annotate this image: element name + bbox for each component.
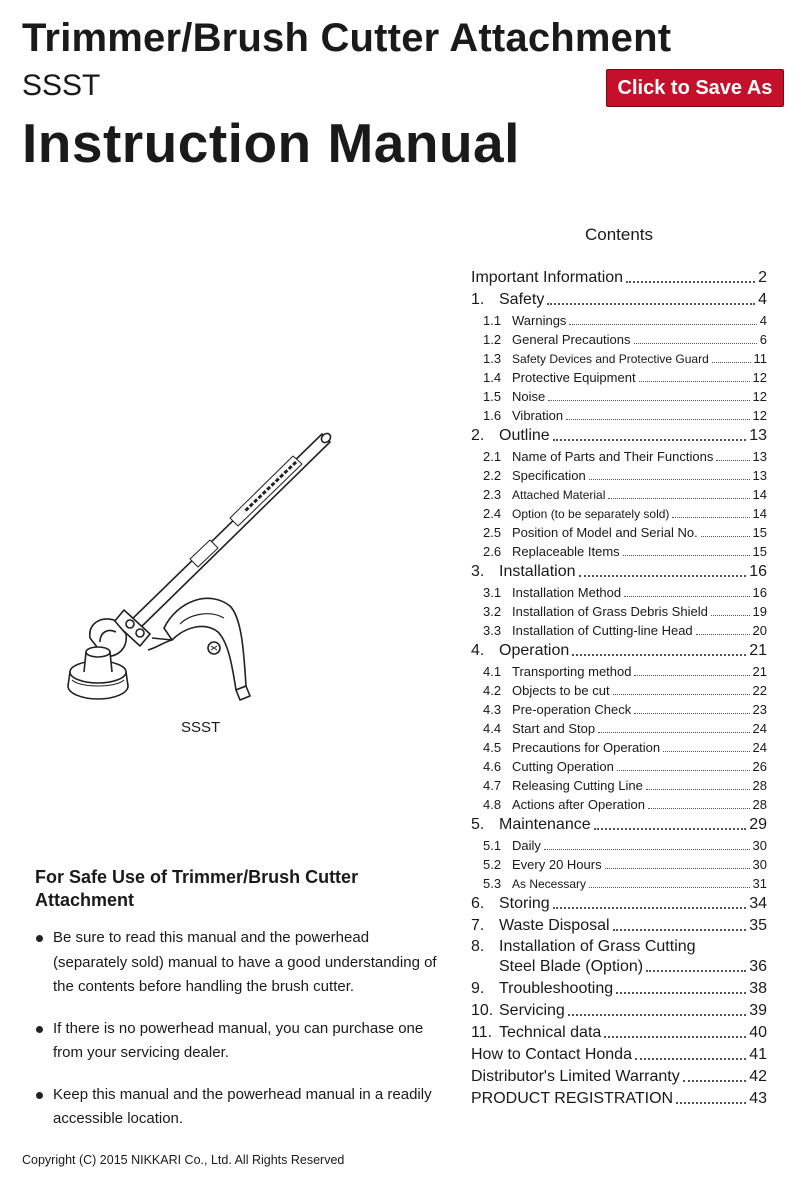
toc-title: Operation — [499, 642, 570, 659]
leader-dots — [701, 536, 750, 537]
toc-number: 4.4 — [483, 721, 502, 736]
toc-entry-storing[interactable] — [471, 893, 767, 915]
toc-entry-waste-disposal[interactable] — [471, 915, 767, 937]
toc-title: Distributor's Limited Warranty — [471, 1068, 680, 1085]
toc-title: Installation Method — [512, 585, 622, 600]
leader-dots — [605, 868, 750, 869]
toc-page: 23 — [752, 702, 767, 717]
toc-title: Waste Disposal — [499, 917, 610, 934]
toc-subentry[interactable] — [471, 757, 767, 776]
toc-page: 14 — [752, 506, 767, 521]
toc-entry-troubleshooting[interactable] — [471, 978, 767, 1000]
toc-number: 3.2 — [483, 604, 502, 619]
toc-page: 12 — [752, 389, 767, 404]
toc-number: 5.1 — [483, 838, 502, 853]
toc-entry-safety[interactable] — [471, 289, 767, 311]
toc-title: Servicing — [499, 1002, 565, 1019]
toc-number: 2.5 — [483, 525, 502, 540]
toc-title: Specification — [512, 468, 586, 483]
toc-page: 39 — [749, 1002, 767, 1019]
toc-title: As Necessary — [512, 877, 587, 891]
toc-subentry[interactable] — [471, 700, 767, 719]
toc-page: 15 — [752, 525, 767, 540]
toc-page: 13 — [752, 449, 767, 464]
toc-number: 1.5 — [483, 389, 502, 404]
leader-dots — [544, 849, 750, 850]
toc-page: 13 — [752, 468, 767, 483]
toc-title: Replaceable Items — [512, 544, 620, 559]
toc-title: Safety — [499, 291, 545, 308]
toc-subentry[interactable] — [471, 583, 767, 602]
toc-title: Precautions for Operation — [512, 740, 661, 755]
toc-subentry[interactable] — [471, 447, 767, 466]
toc-title: Noise — [512, 389, 546, 404]
toc-page: 6 — [759, 332, 767, 347]
toc-number: 5.3 — [483, 876, 502, 891]
leader-dots — [634, 675, 749, 676]
toc-title: Safety Devices and Protective Guard — [512, 352, 709, 366]
toc-number: 1. — [471, 291, 485, 308]
leader-dots — [569, 324, 756, 325]
toc-entry-limited-warranty[interactable] — [471, 1066, 767, 1088]
leader-dots — [589, 887, 750, 888]
toc-page: 15 — [752, 544, 767, 559]
toc-title-line2 — [471, 956, 767, 978]
toc-title: Every 20 Hours — [512, 857, 602, 872]
leader-dots — [553, 439, 747, 441]
toc-entry-product-registration[interactable] — [471, 1088, 767, 1110]
manual-title: Instruction Manual — [22, 112, 520, 174]
toc-subentry[interactable] — [471, 504, 767, 523]
toc-page: 22 — [752, 683, 767, 698]
toc-number: 2.2 — [483, 468, 502, 483]
toc-page: 28 — [752, 778, 767, 793]
toc-subentry[interactable] — [471, 485, 767, 504]
toc-subentry[interactable] — [471, 855, 767, 874]
toc-number: 1.3 — [483, 351, 502, 366]
grass-debris-shield — [164, 598, 246, 690]
toc-page: 24 — [752, 740, 767, 755]
leader-dots — [568, 1014, 746, 1016]
toc-number: 4.2 — [483, 683, 502, 698]
toc-number: 9. — [471, 980, 485, 997]
leader-dots — [616, 992, 746, 994]
leader-dots — [672, 517, 749, 518]
trimmer-attachment-illustration — [60, 428, 360, 708]
toc-number: 1.6 — [483, 408, 502, 423]
list-item: If there is no powerhead manual, you can purchase one from your servicing dealer. — [35, 1017, 440, 1066]
toc-number: 4.7 — [483, 778, 502, 793]
toc-subentry[interactable] — [471, 662, 767, 681]
toc-title: Cutting Operation — [512, 759, 614, 774]
toc-subentry[interactable] — [471, 406, 767, 425]
toc-number: 6. — [471, 895, 485, 912]
toc-subentry[interactable] — [471, 681, 767, 700]
toc-page: 21 — [752, 664, 767, 679]
toc-page: 13 — [749, 427, 767, 444]
model-name: SSST — [22, 69, 101, 102]
toc-page: 2 — [758, 269, 767, 286]
toc-entry-important-information[interactable] — [471, 267, 767, 289]
toc-subentry[interactable] — [471, 542, 767, 561]
toc-number: 2.6 — [483, 544, 502, 559]
leader-dots — [626, 281, 755, 283]
toc-title: Vibration — [512, 408, 564, 423]
toc-entry-maintenance[interactable] — [471, 814, 767, 836]
list-item: Keep this manual and the powerhead manual in a readily accessible location. — [35, 1083, 440, 1132]
toc-title: Important Information — [471, 269, 624, 286]
copyright-notice: Copyright (C) 2015 NIKKARI Co., Ltd. All Rights Reserved — [22, 1153, 345, 1167]
toc-subentry[interactable] — [471, 621, 767, 640]
figure-caption: SSST — [181, 719, 221, 736]
toc-title: Steel Blade (Option) — [499, 958, 644, 975]
toc-title-line1 — [471, 937, 767, 956]
toc-page: 43 — [749, 1090, 767, 1107]
toc-number: 1.1 — [483, 313, 502, 328]
toc-number: 4.3 — [483, 702, 502, 717]
toc-subentry[interactable] — [471, 387, 767, 406]
list-item: Be sure to read this manual and the powerhead (separately sold) manual to have a good understanding of the contents before handling the brush cutter. — [35, 926, 440, 1000]
leader-dots — [711, 615, 750, 616]
leader-dots — [712, 362, 751, 363]
toc-number: 3. — [471, 563, 485, 580]
toc-entry-installation-of-steel-blade[interactable] — [471, 937, 767, 978]
document-title: Trimmer/Brush Cutter Attachment — [22, 16, 672, 60]
toc-subentry[interactable] — [471, 368, 767, 387]
toc-subentry[interactable] — [471, 311, 767, 330]
toc-title: Troubleshooting — [499, 980, 614, 997]
safe-use-heading-line2: Attachment — [35, 890, 135, 910]
toc-title: Protective Equipment — [512, 370, 636, 385]
leader-dots — [608, 498, 749, 499]
leader-dots — [613, 694, 750, 695]
leader-dots — [613, 929, 747, 931]
leader-dots — [624, 596, 749, 597]
leader-dots — [648, 808, 750, 809]
leader-dots — [572, 654, 746, 656]
toc-page: 38 — [749, 980, 767, 997]
toc-number: 10. — [471, 1002, 494, 1019]
leader-dots — [566, 419, 749, 420]
toc-number: 2.3 — [483, 487, 502, 502]
toc-subentry[interactable] — [471, 795, 767, 814]
leader-dots — [635, 1058, 746, 1060]
toc-title: Option (to be separately sold) — [512, 507, 670, 521]
toc-page: 12 — [752, 408, 767, 423]
toc-number: 8. — [471, 938, 485, 955]
toc-title: Maintenance — [499, 816, 591, 833]
toc-page: 24 — [752, 721, 767, 736]
safe-use-list — [35, 926, 440, 1132]
leader-dots — [589, 479, 750, 480]
toc-title: Releasing Cutting Line — [512, 778, 643, 793]
toc-title: General Precautions — [512, 332, 631, 347]
toc-number: 3.1 — [483, 585, 502, 600]
toc-subentry[interactable] — [471, 466, 767, 485]
toc-subentry[interactable] — [471, 874, 767, 893]
toc-subentry[interactable] — [471, 330, 767, 349]
toc-title: Start and Stop — [512, 721, 596, 736]
toc-page: 41 — [749, 1046, 767, 1063]
toc-entry-installation[interactable] — [471, 561, 767, 583]
toc-page: 34 — [749, 895, 767, 912]
toc-title: Technical data — [499, 1024, 602, 1041]
toc-page: 29 — [749, 816, 767, 833]
toc-number: 4.8 — [483, 797, 502, 812]
leader-dots — [598, 732, 749, 733]
toc-title: Installation of Grass Cutting — [499, 938, 696, 955]
toc-page: 40 — [749, 1024, 767, 1041]
toc-number: 5.2 — [483, 857, 502, 872]
save-as-button[interactable]: Click to Save As — [606, 69, 784, 107]
leader-dots — [634, 343, 757, 344]
toc-subentry[interactable] — [471, 738, 767, 757]
toc-subentry[interactable] — [471, 719, 767, 738]
toc-page: 28 — [752, 797, 767, 812]
toc-subentry[interactable] — [471, 349, 767, 368]
toc-entry-outline[interactable] — [471, 425, 767, 447]
toc-page: 4 — [758, 291, 767, 308]
toc-page: 36 — [749, 958, 767, 975]
leader-dots — [639, 381, 750, 382]
leader-dots — [646, 970, 746, 972]
toc-page: 16 — [749, 563, 767, 580]
safe-use-section — [35, 866, 440, 1149]
toc-number: 11. — [471, 1024, 493, 1041]
toc-page: 35 — [749, 917, 767, 934]
leader-dots — [579, 575, 747, 577]
leader-dots — [553, 907, 747, 909]
toc-number: 2.4 — [483, 506, 502, 521]
leader-dots — [676, 1102, 746, 1104]
toc-title: Objects to be cut — [512, 683, 610, 698]
toc-page: 20 — [752, 623, 767, 638]
toc-page: 42 — [749, 1068, 767, 1085]
toc-page: 16 — [752, 585, 767, 600]
toc-title: Pre-operation Check — [512, 702, 632, 717]
toc-page: 11 — [753, 351, 767, 366]
leader-dots — [634, 713, 749, 714]
toc-entry-contact-honda[interactable] — [471, 1044, 767, 1066]
table-of-contents — [471, 224, 767, 1110]
toc-page: 14 — [752, 487, 767, 502]
toc-title: Name of Parts and Their Functions — [512, 449, 714, 464]
toc-number: 4.6 — [483, 759, 502, 774]
toc-page: 31 — [752, 876, 767, 891]
toc-subentry[interactable] — [471, 523, 767, 542]
toc-number: 7. — [471, 917, 485, 934]
toc-heading: Contents — [584, 225, 654, 244]
leader-dots — [547, 303, 755, 305]
toc-title: Outline — [499, 427, 550, 444]
leader-dots — [646, 789, 750, 790]
leader-dots — [548, 400, 749, 401]
toc-page: 26 — [752, 759, 767, 774]
toc-number: 5. — [471, 816, 485, 833]
leader-dots — [617, 770, 750, 771]
toc-number: 1.4 — [483, 370, 502, 385]
toc-title: Attached Material — [512, 488, 606, 502]
toc-title: Storing — [499, 895, 550, 912]
toc-number: 2.1 — [483, 449, 502, 464]
toc-title: PRODUCT REGISTRATION — [471, 1090, 674, 1107]
toc-title: Warnings — [512, 313, 567, 328]
leader-dots — [604, 1036, 746, 1038]
toc-number: 4. — [471, 642, 485, 659]
toc-number: 4.1 — [483, 664, 502, 679]
toc-title: How to Contact Honda — [471, 1046, 632, 1063]
leader-dots — [594, 828, 747, 830]
leader-dots — [716, 460, 749, 461]
toc-subentry[interactable] — [471, 836, 767, 855]
toc-page: 30 — [752, 857, 767, 872]
toc-entry-operation[interactable] — [471, 640, 767, 662]
safe-use-heading — [35, 866, 440, 912]
safe-use-heading-line1: For Safe Use of Trimmer/Brush Cutter — [35, 867, 359, 887]
toc-page: 12 — [752, 370, 767, 385]
toc-subentry[interactable] — [471, 776, 767, 795]
toc-number: 2. — [471, 427, 485, 444]
leader-dots — [623, 555, 750, 556]
toc-number: 3.3 — [483, 623, 502, 638]
toc-title: Actions after Operation — [512, 797, 645, 812]
toc-title: Installation — [499, 563, 576, 580]
leader-dots — [683, 1080, 746, 1082]
toc-subentry[interactable] — [471, 602, 767, 621]
toc-page: 19 — [752, 604, 767, 619]
toc-page: 30 — [752, 838, 767, 853]
toc-title: Installation of Cutting-line Head — [512, 623, 693, 638]
toc-entry-servicing[interactable] — [471, 1000, 767, 1022]
leader-dots — [696, 634, 750, 635]
toc-number: 1.2 — [483, 332, 502, 347]
toc-page: 4 — [759, 313, 767, 328]
toc-title: Position of Model and Serial No. — [512, 525, 698, 540]
leader-dots — [663, 751, 749, 752]
toc-title: Daily — [512, 838, 541, 853]
toc-number: 4.5 — [483, 740, 502, 755]
toc-title: Transporting method — [512, 664, 632, 679]
toc-page: 21 — [749, 642, 767, 659]
toc-entry-technical-data[interactable] — [471, 1022, 767, 1044]
toc-title: Installation of Grass Debris Shield — [512, 604, 708, 619]
